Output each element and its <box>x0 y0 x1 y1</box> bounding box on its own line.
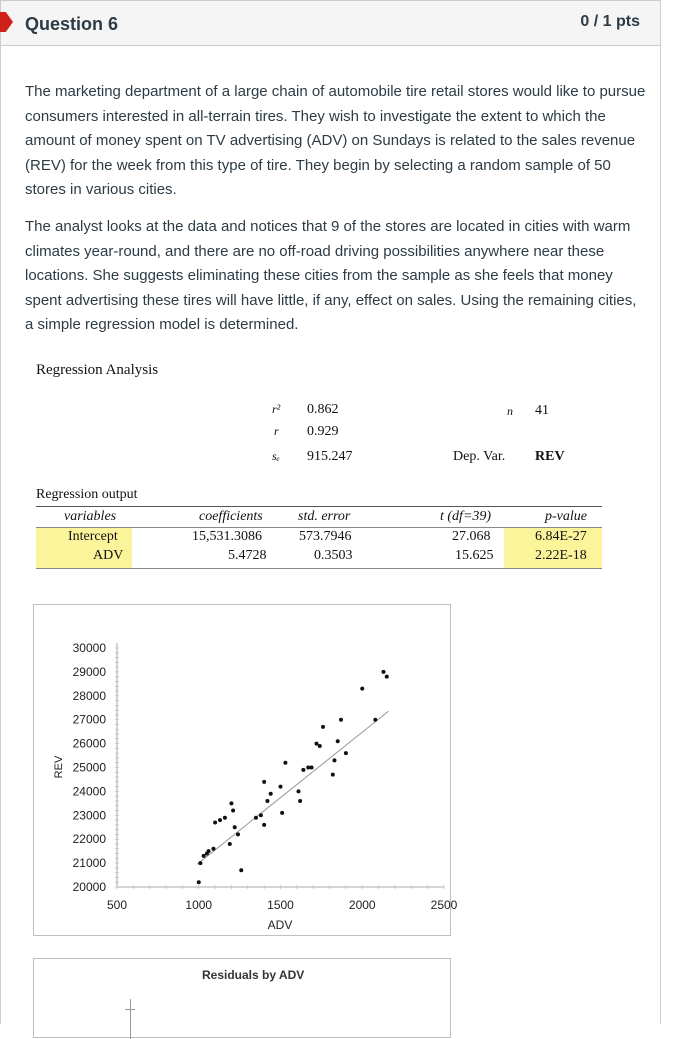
data-point <box>197 880 201 884</box>
question-points: 0 / 1 pts <box>580 13 640 30</box>
dep-var-value: REV <box>535 449 565 464</box>
row-adv-se: 0.3503 <box>314 548 353 563</box>
regression-output-title: Regression output <box>36 487 138 502</box>
data-point <box>269 792 273 796</box>
data-point <box>213 820 217 824</box>
row-adv-label: ADV <box>93 548 124 563</box>
y-tick-label: 24000 <box>72 784 106 799</box>
data-point <box>331 773 335 777</box>
x-axis-label: ADV <box>267 918 293 932</box>
data-point <box>207 849 211 853</box>
data-point <box>211 847 215 851</box>
r-label: r <box>274 424 279 438</box>
residual-chart-title: Residuals by ADV <box>202 968 305 982</box>
y-tick-label: 23000 <box>72 808 106 823</box>
col-p-value: p-value <box>545 509 587 524</box>
trendline <box>197 711 388 864</box>
residual-tick <box>125 1009 135 1010</box>
data-point <box>233 825 237 829</box>
regression-title: Regression Analysis <box>36 362 159 378</box>
data-point <box>344 751 348 755</box>
y-tick-label: 21000 <box>72 856 106 871</box>
data-point <box>385 675 389 679</box>
data-point <box>239 868 243 872</box>
row-intercept-p: 6.84E-27 <box>535 529 587 544</box>
row-intercept-coef: 15,531.3086 <box>192 529 262 544</box>
data-point <box>262 780 266 784</box>
data-point <box>321 725 325 729</box>
r2-label: r² <box>272 402 281 416</box>
n-value: 41 <box>535 403 549 418</box>
row-adv-p: 2.22E-18 <box>535 548 587 563</box>
data-point <box>280 811 284 815</box>
y-tick-label: 20000 <box>72 880 106 894</box>
row-intercept-se: 573.7946 <box>299 529 352 544</box>
y-axis-label: REV <box>53 755 65 779</box>
x-tick-label: 2000 <box>348 898 376 912</box>
question-paragraph-2: The analyst looks at the data and notices that 9 of the stores are located in cities with warm climates year-round, and there are no off-road driving possibilities anywhere near these locations. She suggests eliminating these cities from the sample as she feels that money spent advertising these tires will have little, if any, effect on sales. Using the remaining cities, a simple regression model is determined. <box>25 218 637 333</box>
data-point <box>336 739 340 743</box>
y-tick-label: 30000 <box>72 641 106 655</box>
data-point <box>360 687 364 691</box>
data-point <box>265 799 269 803</box>
residual-chart-frame <box>33 958 451 1038</box>
r-value: 0.929 <box>307 424 339 439</box>
data-point <box>301 768 305 772</box>
data-point <box>198 861 202 865</box>
data-point <box>310 766 314 770</box>
data-point <box>231 809 235 813</box>
r2-value: 0.862 <box>307 402 339 417</box>
col-t-stat: t (df=39) <box>440 509 492 524</box>
y-tick-label: 26000 <box>72 736 106 751</box>
data-point <box>373 718 377 722</box>
n-label: n <box>507 404 513 418</box>
data-point <box>382 670 386 674</box>
col-variables: variables <box>64 509 117 524</box>
y-tick-label: 22000 <box>72 832 106 847</box>
x-tick-label: 1000 <box>185 898 213 912</box>
data-point <box>318 744 322 748</box>
y-tick-label: 29000 <box>72 664 106 679</box>
data-point <box>296 789 300 793</box>
row-adv-coef: 5.4728 <box>228 548 267 563</box>
data-point <box>202 854 206 858</box>
data-point <box>228 842 232 846</box>
question-title: Question 6 <box>25 14 119 34</box>
x-tick-label: 500 <box>106 898 128 912</box>
data-point <box>314 742 318 746</box>
data-point <box>262 823 266 827</box>
data-point <box>229 801 233 805</box>
dep-var-label: Dep. Var. <box>453 449 506 464</box>
data-point <box>254 816 258 820</box>
row-adv-t: 15.625 <box>455 548 494 563</box>
x-tick-label: 1500 <box>267 898 294 912</box>
residual-axis <box>130 999 131 1039</box>
se-label: sₑ <box>272 449 280 463</box>
data-point <box>236 832 240 836</box>
data-point <box>279 785 283 789</box>
y-tick-label: 25000 <box>72 760 106 775</box>
x-tick-label: 2500 <box>430 898 458 912</box>
data-point <box>339 718 343 722</box>
col-std-error: std. error <box>298 509 351 524</box>
data-point <box>283 761 287 765</box>
y-tick-label: 27000 <box>72 712 106 727</box>
data-point <box>332 758 336 762</box>
data-point <box>223 816 227 820</box>
data-point <box>298 799 302 803</box>
row-intercept-t: 27.068 <box>452 529 491 544</box>
se-value: 915.247 <box>307 449 353 464</box>
row-intercept-label: Intercept <box>68 529 118 544</box>
data-point <box>218 818 222 822</box>
col-coefficients: coefficients <box>199 509 263 524</box>
question-paragraph-1: The marketing department of a large chain of automobile tire retail stores would like to pursue consumers interested in all-terrain tires. They wish to investigate the extent to which the amount of money spent on TV advertising (ADV) on Sundays is related to the sales revenue (REV) for the week from this type of tire. They begin by selecting a random sample of 50 stores in various cities. <box>25 83 646 198</box>
data-point <box>259 813 263 817</box>
y-tick-label: 28000 <box>72 688 106 703</box>
